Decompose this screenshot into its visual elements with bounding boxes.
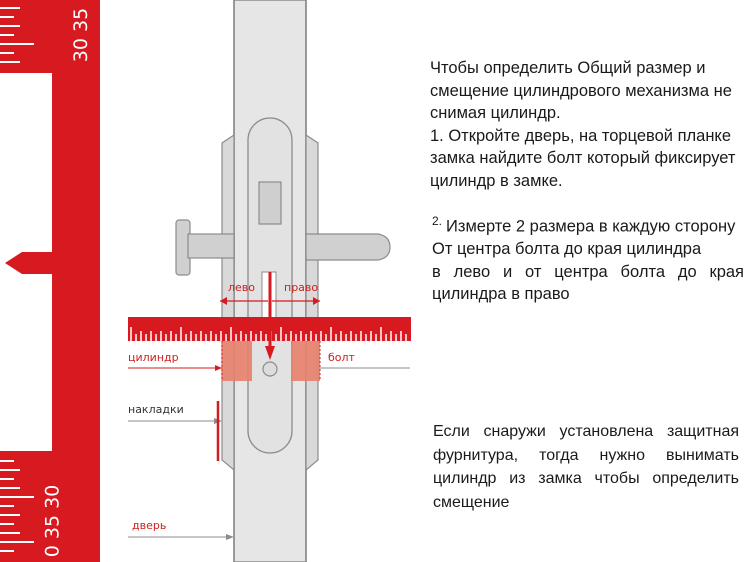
instructions-intro-block xyxy=(430,57,745,192)
instructions-step2-block xyxy=(432,210,744,306)
latch-bolt xyxy=(259,182,281,224)
label-left: лево xyxy=(228,281,256,294)
intro-text: Чтобы определить Общий размер и смещение цилиндрового механизма не снимая цилиндр. xyxy=(430,59,732,122)
note-text: Если снаружи установлена защитная фурнитура, тогда нужно вынимать цилиндр из замка чтобы определить смещение xyxy=(433,423,739,511)
label-bolt: болт xyxy=(328,351,355,364)
cylinder-right-zone xyxy=(291,341,320,381)
label-trims: накладки xyxy=(128,403,184,416)
step2-line1: Измерте 2 размера в каждую сторону xyxy=(446,217,736,236)
step1-text: 1. Откройте дверь, на торцевой планке замка найдите болт который фиксирует цилиндр в замке. xyxy=(430,126,736,190)
ruler-number-bottom: 0 35 30 xyxy=(41,484,64,558)
vertical-ruler xyxy=(0,0,100,562)
step2-line3: в лево и от центра болта до края цилиндра в право xyxy=(432,262,744,303)
ruler-number-top: 30 35 xyxy=(70,7,93,63)
door-handle-right xyxy=(306,234,390,260)
label-door: дверь xyxy=(132,519,167,532)
step2-line2: От центра болта до края цилиндра xyxy=(432,240,702,258)
step2-number: 2. xyxy=(432,214,443,228)
label-cylinder: цилиндр xyxy=(128,351,179,364)
cylinder-bolt-hole xyxy=(263,362,277,376)
cylinder-left-zone xyxy=(222,341,252,381)
step2-heading xyxy=(432,210,744,238)
label-right: право xyxy=(284,281,319,294)
